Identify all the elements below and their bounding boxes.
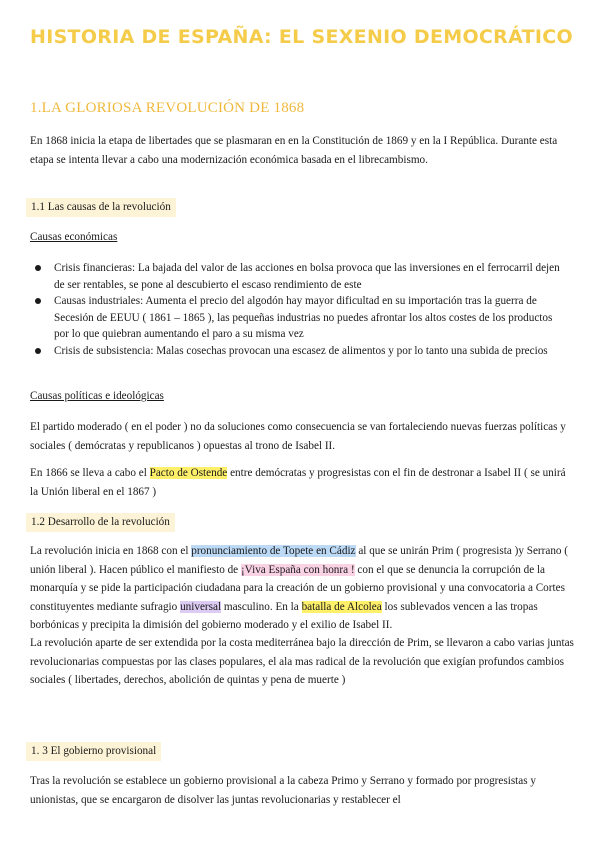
- document-title: HISTORIA DE ESPAÑA: EL SEXENIO DEMOCRÁTICO: [30, 26, 573, 48]
- subheading-gobierno-provisional: 1. 3 El gobierno provisional: [26, 742, 161, 761]
- text-run: al que se unirán Prim ( progresista )y Serrano ( unión liberal ). Hacen público el manifiesto de: [30, 545, 569, 576]
- economic-causes-heading: Causas económicas: [30, 231, 118, 243]
- political-causes-heading: Causas políticas e ideológicas: [30, 390, 164, 402]
- section-heading-gloriosa: 1.LA GLORIOSA REVOLUCIÓN DE 1868: [30, 100, 305, 116]
- highlight-viva-espana: ¡Viva España con honra !: [240, 563, 355, 576]
- political-paragraph-1: El partido moderado ( en el poder ) no da soluciones como consecuencia se van fortaleciendo nuevas fuerzas políticas y sociales ( demócratas y republicanos ) opuestas al trono de Isabel II.: [30, 421, 566, 452]
- bullet-icon: [35, 348, 41, 354]
- highlight-universal: universal: [180, 600, 222, 613]
- desarrollo-paragraph-1: [30, 542, 575, 635]
- gobierno-paragraph-1: Tras la revolución se establece un gobierno provisional a la cabeza Primo y Serrano y formado por progresistas y unionistas, que se encargaron de disolver las juntas revolucionarias y restablecer el: [30, 775, 536, 806]
- list-item: [30, 260, 560, 293]
- list-item-text: Crisis de subsistencia: Malas cosechas provocan una escasez de alimentos y por lo tanto una subida de precios: [54, 344, 548, 357]
- subheading-desarrollo: 1.2 Desarrollo de la revolución: [26, 513, 175, 532]
- desarrollo-paragraph-2: La revolución aparte de ser extendida por la costa mediterránea bajo la dirección de Prim, se llevaron a cabo varias juntas revolucionarias compuestas por las clases populares, el ala mas radical de la revolución que exigían profundos cambios sociales ( libertades, derechos, abolición de quintas y pena de muerte ): [30, 637, 574, 686]
- highlight-pacto-ostende: Pacto de Ostende: [149, 467, 228, 479]
- bullet-icon: [35, 265, 41, 271]
- highlight-batalla-alcolea: batalla de Alcolea: [301, 600, 382, 613]
- text-run: La revolución inicia en 1868 con el: [30, 545, 192, 557]
- text-run: masculino. En la: [221, 600, 302, 613]
- intro-paragraph: En 1868 inicia la etapa de libertades que se plasmaran en en la Constitución de 1869 y en la I República. Durante esta etapa se intenta llevar a cabo una modernización económica basada en el librecambismo.: [30, 135, 558, 166]
- list-item: [30, 343, 560, 360]
- text-run: entre demócratas y progresistas con el fin de destronar a Isabel II ( se unirá la Unión liberal en el 1867 ): [30, 467, 566, 498]
- political-paragraph-2: [30, 464, 575, 501]
- highlight-pronunciamiento: pronunciamiento de Topete en Cádiz: [191, 545, 356, 557]
- list-item-text: Causas industriales: Aumenta el precio del algodón hay mayor dificultad en su importación tras la guerra de Secesión de EEUU ( 1861 – 1865 ), las pequeñas industrias no puedes afrontar los altos costes de los productos por lo que quiebran aumentando el paro a su misma vez: [54, 295, 553, 340]
- subheading-causas: 1.1 Las causas de la revolución: [26, 198, 176, 217]
- list-item: [30, 293, 560, 343]
- text-run: con el que se denuncia la corrupción de la monarquía y se pide la participación ciudadana para la creación de un gobierno provisional y una convocatoria a Cortes constituyentes mediante sufragio: [30, 563, 565, 613]
- bullet-icon: [35, 298, 41, 304]
- text-run: los sublevados vencen a las tropas borbónicas y precipita la dimisión del gobierno moderado y el exilio de Isabel II.: [30, 600, 538, 631]
- economic-causes-list: [30, 260, 560, 359]
- text-run: En 1866 se lleva a cabo el: [30, 467, 150, 479]
- list-item-text: Crisis financieras: La bajada del valor de las acciones en bolsa provoca que las inversiones en el ferrocarril dejen de ser rentables, se pone al descubierto el escaso rendimiento de este: [54, 262, 560, 291]
